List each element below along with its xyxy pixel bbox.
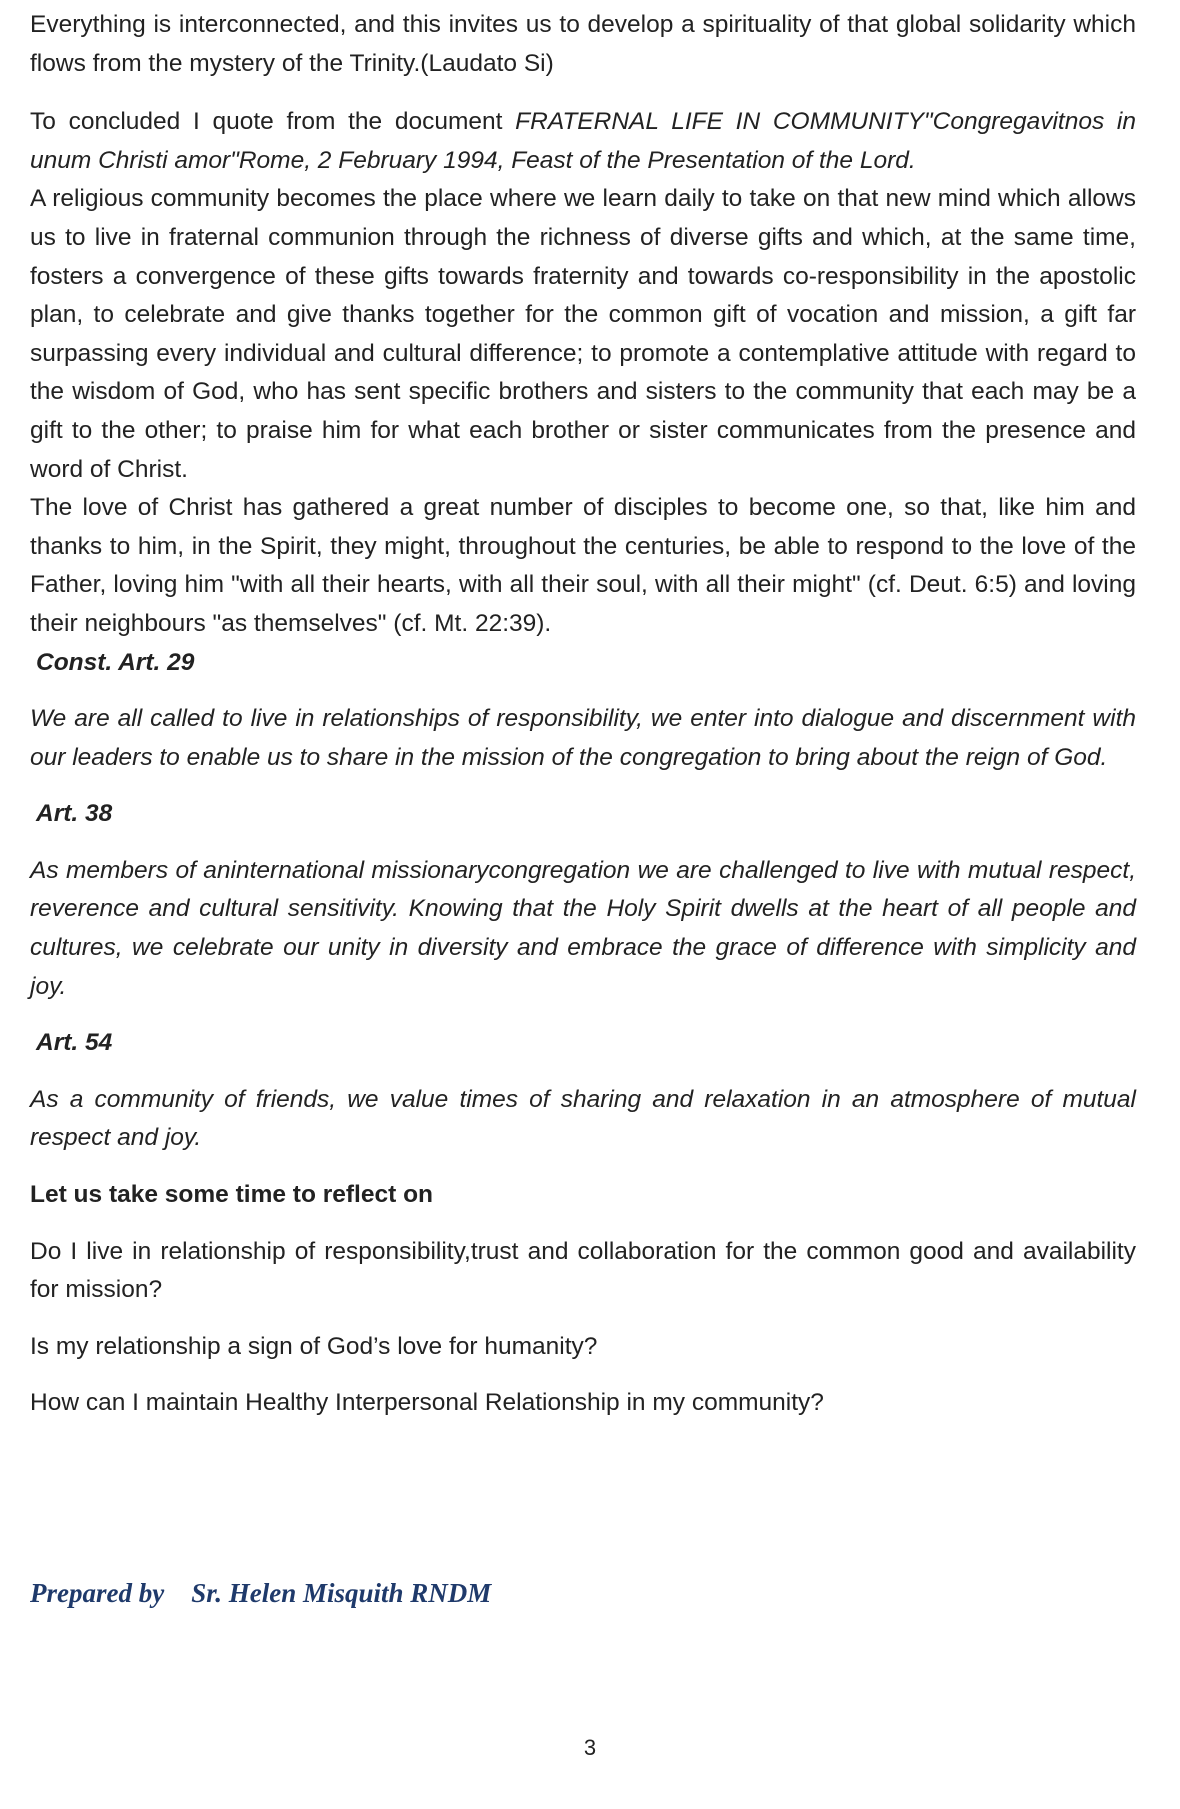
article-heading-29: Const. Art. 29	[36, 648, 195, 676]
article-heading-38: Art. 38	[36, 800, 113, 828]
religious-community-paragraph: A religious community becomes the place where we learn daily to take on that new mind which allows us to live in fraternal communion through the richness of diverse gifts and which, at the same time, fosters a convergence of these gifts towards fraternity and towards co-responsibility in the apostolic plan, to celebrate and give thanks together for the common gift of vocation and mission, a gift far surpassing every individual and cultural difference; to promote a contemplative attitude with regard to the wisdom of God, who has sent specific brothers and sisters to the community that each may be a gift to the other; to praise him for what each brother or sister communicates from the presence and word of Christ.	[30, 185, 1136, 483]
article-heading-54: Art. 54	[36, 1029, 113, 1057]
quote-source-text: FRATERNAL LIFE IN COMMUNITY"Congregavitnos in unum Christi amor"Rome, 2 February 1994, Feast of the Presentation of the Lord.	[30, 108, 1136, 174]
document-body	[30, 6, 1136, 1423]
article-text-54: As a community of friends, we value times of sharing and relaxation in an atmosphere of mutual respect and joy.	[30, 1085, 1136, 1152]
reflection-question: Is my relationship a sign of God’s love for humanity?	[30, 1332, 598, 1360]
prepared-by-signature: Prepared by Sr. Helen Misquith RNDM	[30, 1578, 492, 1608]
article-text-38: As members of aninternational missionarycongregation we are challenged to live with mutual respect, reverence and cultural sensitivity. Knowing that the Holy Spirit dwells at the heart of all people and cultures, we celebrate our unity in diversity and embrace the grace of difference with simplicity and joy.	[30, 856, 1136, 1000]
quote-intro-paragraph	[30, 103, 1136, 180]
reflection-question: How can I maintain Healthy Interpersonal Relationship in my community?	[30, 1389, 824, 1417]
love-of-christ-paragraph: The love of Christ has gathered a great number of disciples to become one, so that, like him and thanks to him, in the Spirit, they might, throughout the centuries, be able to respond to the love of the Father, loving him "with all their hearts, with all their soul, with all their might" (cf. Deut. 6:5) and loving their neighbours "as themselves" (cf. Mt. 22:39).	[30, 494, 1136, 637]
quote-lead-text: To concluded I quote from the document	[30, 108, 516, 136]
reflection-question: Do I live in relationship of responsibility,trust and collaboration for the common good and availability for mission?	[30, 1237, 1136, 1304]
reflection-heading: Let us take some time to reflect on	[30, 1181, 433, 1209]
article-text-29: We are all called to live in relationships of responsibility, we enter into dialogue and discernment with our leaders to enable us to share in the mission of the congregation to bring about the reign of God.	[30, 705, 1136, 771]
page-number: 3	[583, 1735, 597, 1760]
laudato-si-paragraph: Everything is interconnected, and this invites us to develop a spirituality of that global solidarity which flows from the mystery of the Trinity.(Laudato Si)	[30, 11, 1136, 77]
